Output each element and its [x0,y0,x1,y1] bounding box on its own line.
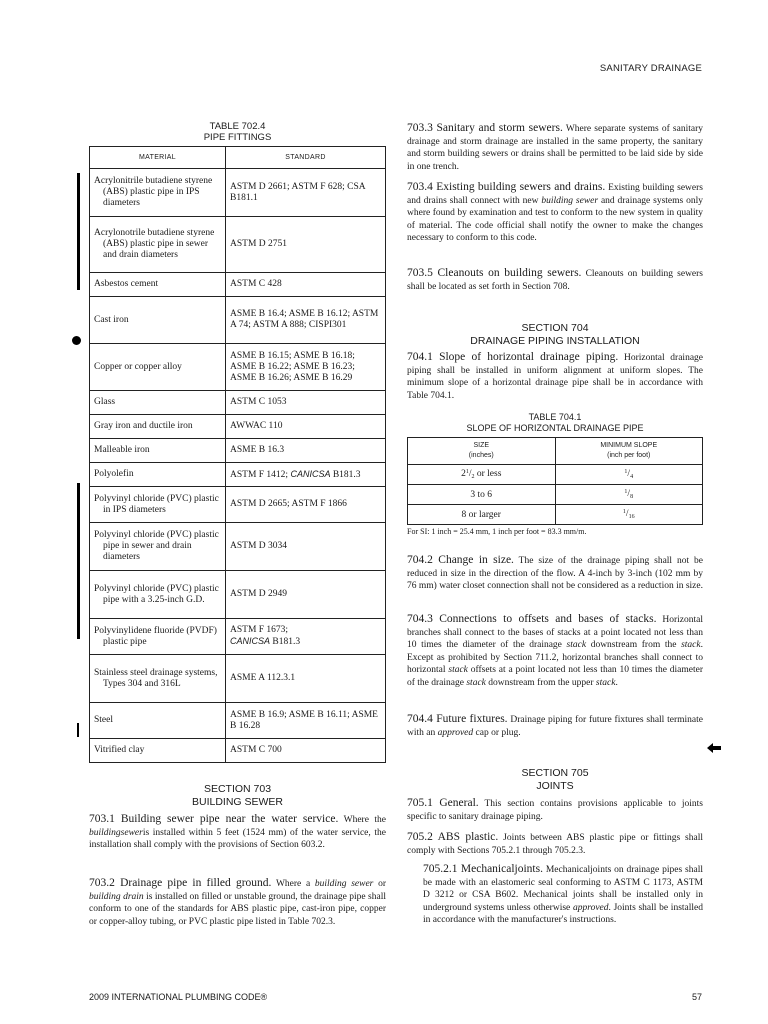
table-row [90,571,386,619]
table-row [408,485,703,505]
material-cell: Malleable iron [90,439,226,463]
standard-cell: ASTM C 428 [226,273,386,297]
table-row [90,297,386,344]
running-head: SANITARY DRAINAGE [599,63,702,74]
slope-cell: $^1/_8$ [555,485,703,505]
table-header-row [90,147,386,169]
paragraph-704-2: 704.2 Change in size. The size of the drainage piping shall not be reduced in size in the direction of the flow. A 4-inch by 3-inch (102 mm by 76 mm) water closet connection shall not be considered as a reduction in size. [407,554,703,591]
table-header-row [408,438,703,465]
paragraph-704-3: 704.3 Connections to offsets and bases of stacks. Horizontal branches shall connect to the bases of stacks at a point located not less than 10 times the diameter of the drainage stack downstream from the stack. Except as prohibited by Section 711.2, horizontal branches shall connect to horizontal stack offsets at a point located not less than 10 times the diameter of the drainage stack downstream from the upper stack. [407,613,703,688]
paragraph-704-1: 704.1 Slope of horizontal drainage piping. Horizontal drainage piping shall be installed in uniform alignment at uniform slopes. The minimum slope of a horizontal drainage pipe shall be in accordance with Table 704.1. [407,351,703,401]
column-header-material: MATERIAL [90,147,226,169]
revision-bar [77,723,79,737]
table-702-4-number: TABLE 702.4 [209,121,266,132]
paragraph-705-2: 705.2 ABS plastic. Joints between ABS plastic pipe or fittings shall comply with Sections 705.2.1 through 705.2.3. [407,831,703,856]
material-cell: Vitrified clay [90,739,226,763]
standard-cell: ASME B 16.9; ASME B 16.11; ASME B 16.28 [226,703,386,739]
page-number: 57 [691,992,702,1002]
standard-cell: ASTM C 1053 [226,391,386,415]
material-cell: Polyvinyl chloride (PVC) plastic pipe with a 3.25-inch G.D. [90,571,226,619]
standard-cell: ASTM D 3034 [226,523,386,571]
table-704-1-title: TABLE 704.1 SLOPE OF HORIZONTAL DRAINAGE PIPE [466,412,644,433]
table-row [90,463,386,487]
table-row [90,169,386,217]
table-702-4-caption: PIPE FITTINGS [203,132,272,143]
revision-bar [77,483,80,639]
paragraph-705-2-1: 705.2.1 Mechanicaljoints. Mechanicaljoints on drainage pipes shall be made with an elastomeric seal conforming to ASTM C 1173, ASTM D 3212 or CSA B602. Mechanical joints shall be installed only in underground systems unless otherwise approved. Joints shall be installed in accordance with the manufacturer's instructions. [423,863,704,925]
material-cell: Polyvinylidene fluoride (PVDF) plastic pipe [90,619,226,655]
standard-cell: ASTM D 2949 [226,571,386,619]
paragraph-703-3: 703.3 Sanitary and storm sewers. Where separate systems of sanitary drainage and storm drainage are installed in the same property, the sanitary and storm building sewers or drains shall be permitted to be laid side by side in one trench. [407,122,703,172]
paragraph-705-1: 705.1 General. This section contains provisions applicable to joints specific to sanitary drainage piping. [407,797,703,822]
material-cell: Acrylonitrile butadiene styrene (ABS) plastic pipe in IPS diameters [90,169,226,217]
table-row [90,439,386,463]
table-row [408,505,703,525]
column-header-standard: STANDARD [226,147,386,169]
standard-cell: ASME B 16.3 [226,439,386,463]
section-703-heading: SECTION 703 BUILDING SEWER [191,783,283,808]
standard-cell: ASTM C 700 [226,739,386,763]
table-row [90,391,386,415]
paragraph-703-2: 703.2 Drainage pipe in filled ground. Where a building sewer or building drain is installed on filled or unstable ground, the drainage pipe shall conform to one of the standards for ABS plastic pipe, cast-iron pipe, copper or copper-alloy tubing, or PVC plastic pipe listed in Table 702.3. [89,877,386,927]
material-cell: Cast iron [90,297,226,344]
deletion-marker-dot [72,336,81,345]
table-row [90,415,386,439]
material-cell: Copper or copper alloy [90,344,226,391]
section-705-heading: SECTION 705 JOINTS [521,767,589,792]
standard-cell: ASTM D 2661; ASTM F 628; CSA B181.1 [226,169,386,217]
column-header-minimum-slope: MINIMUM SLOPE (inch per foot) [555,438,703,465]
standard-cell: ASME B 16.15; ASME B 16.18; ASME B 16.22; ASME B 16.23; ASME B 16.26; ASME B 16.29 [226,344,386,391]
size-cell: 3 to 6 [408,485,556,505]
footer-publication-title: 2009 INTERNATIONAL PLUMBING CODE® [89,992,268,1002]
material-cell: Gray iron and ductile iron [90,415,226,439]
paragraph-703-5: 703.5 Cleanouts on building sewers. Cleanouts on building sewers shall be located as set forth in Section 708. [407,267,704,292]
size-cell: 8 or larger [408,505,556,525]
table-row [90,703,386,739]
material-cell: Asbestos cement [90,273,226,297]
table-row [90,523,386,571]
deletion-arrow-icon [707,743,721,753]
table-702-4-title [89,121,386,143]
standard-cell: ASTM F 1412; CANICSA B181.3 [226,463,386,487]
standard-cell: ASME A 112.3.1 [226,655,386,703]
material-cell: Polyvinyl chloride (PVC) plastic pipe in sewer and drain diameters [90,523,226,571]
table-row [408,465,703,485]
table-row [90,739,386,763]
paragraph-703-4: 703.4 Existing building sewers and drains. Existing building sewers and drains shall connect with new building sewer and drainage systems only where found by examination and test to conform to the new system in quality of material. The code official shall notify the owner to make the changes necessary to conform to this code. [407,181,703,243]
size-cell: $2^1/_2$ or less [408,465,556,485]
material-cell: Stainless steel drainage systems, Types 304 and 316L [90,655,226,703]
material-cell: Polyolefin [90,463,226,487]
si-conversion-note: For SI: 1 inch = 25.4 mm, 1 inch per foot = 83.3 mm/m. [407,527,587,536]
table-row [90,273,386,297]
material-cell: Steel [90,703,226,739]
slope-cell: $^1/_4$ [555,465,703,485]
standard-cell: ASTM F 1673; CANICSA B181.3 [226,619,386,655]
pipe-fittings-table [89,146,386,763]
table-row [90,344,386,391]
slope-table [407,437,703,525]
standard-cell: ASTM D 2665; ASTM F 1866 [226,487,386,523]
standard-cell: ASTM D 2751 [226,217,386,273]
table-row [90,487,386,523]
table-row [90,655,386,703]
section-704-heading: SECTION 704 DRAINAGE PIPING INSTALLATION [470,322,640,347]
paragraph-703-1: 703.1 Building sewer pipe near the water service. Where the buildingseweris installed within 5 feet (1524 mm) of the water service, the installation shall comply with the provisions of Section 603.2. [89,813,387,850]
material-cell: Glass [90,391,226,415]
paragraph-704-4: 704.4 Future fixtures. Drainage piping for future fixtures shall terminate with an approved cap or plug. [407,713,704,738]
standard-cell: ASME B 16.4; ASME B 16.12; ASTM A 74; ASTM A 888; CISPI301 [226,297,386,344]
table-row [90,619,386,655]
slope-cell: $^1/_{16}$ [555,505,703,525]
column-header-size: SIZE (inches) [408,438,556,465]
material-cell: Polyvinyl chloride (PVC) plastic in IPS diameters [90,487,226,523]
material-cell: Acrylonotrile butadiene styrene (ABS) plastic pipe in sewer and drain diameters [90,217,226,273]
table-row [90,217,386,273]
standard-cell: AWWAC 110 [226,415,386,439]
revision-bar [77,173,80,290]
